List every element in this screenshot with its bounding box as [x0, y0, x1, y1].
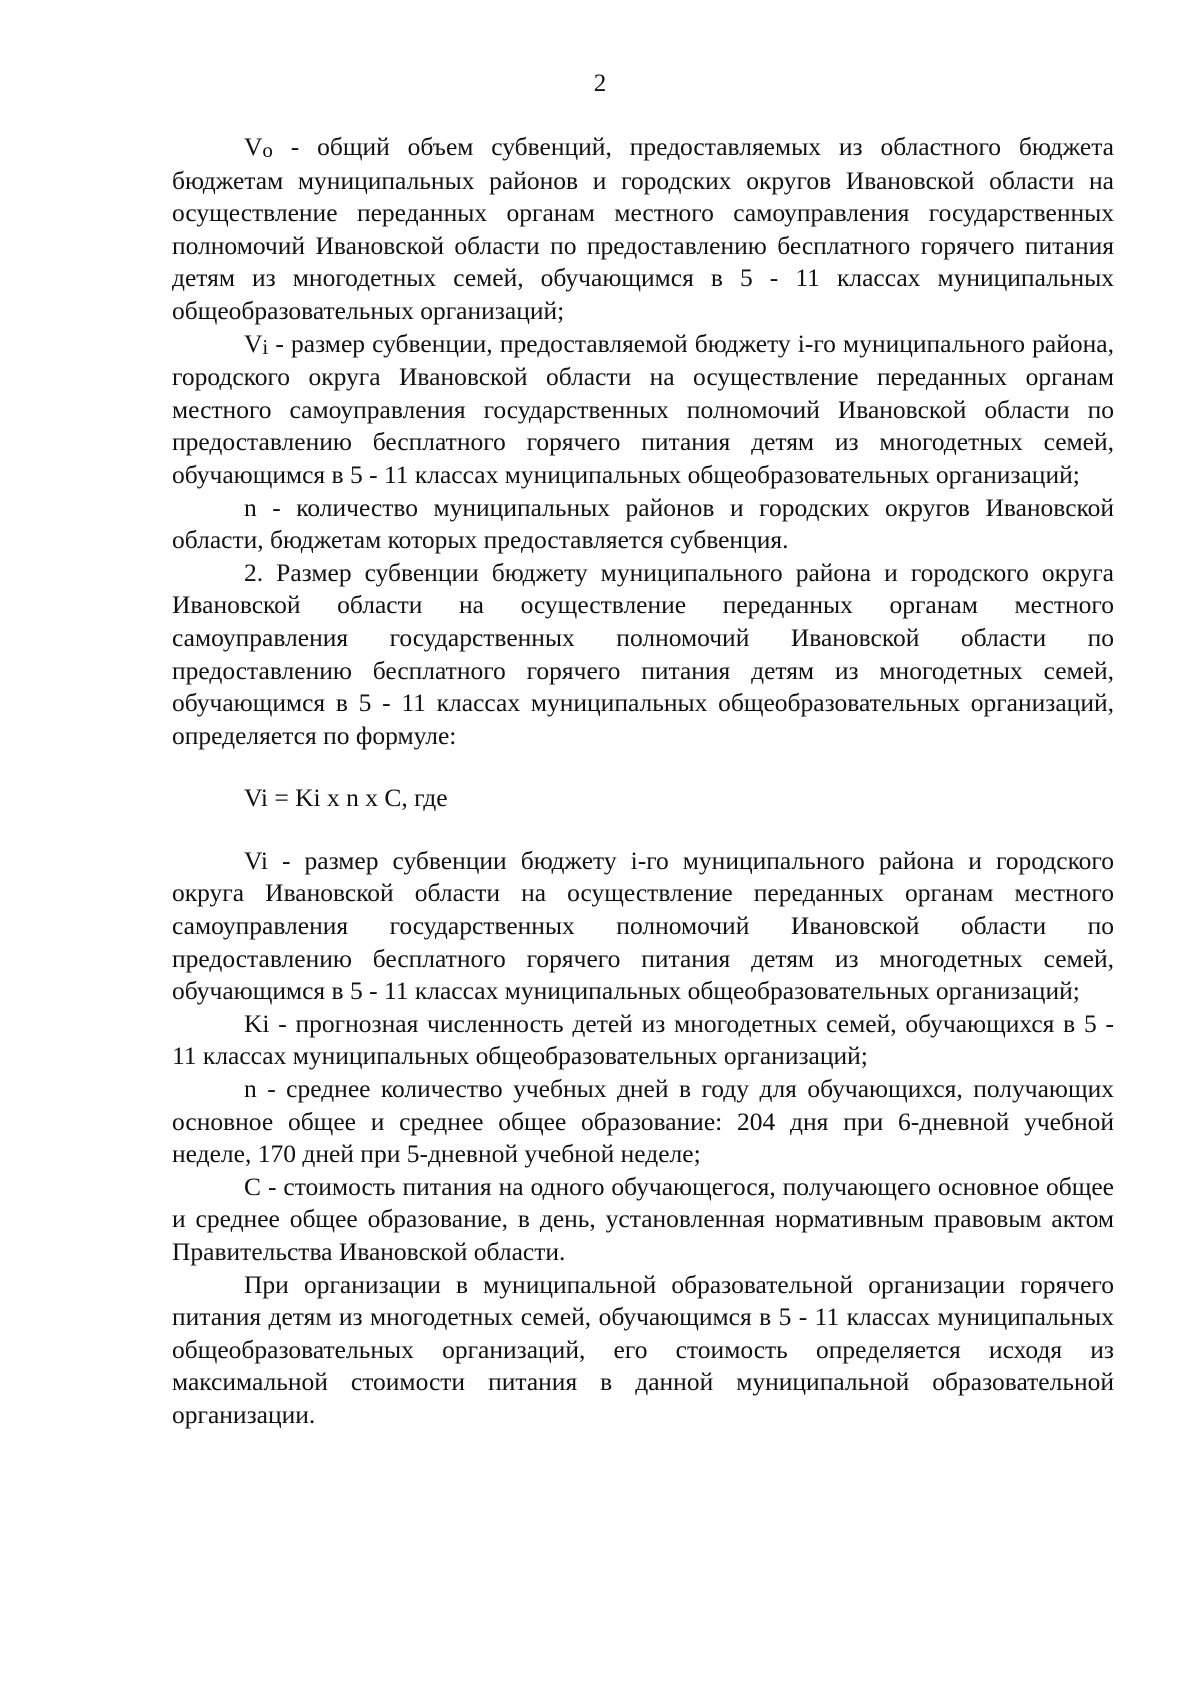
paragraph-vi-definition — [172, 328, 1114, 492]
paragraph-text: - размер субвенции, предоставляемой бюджету i-го муниципального района, городского округа Ивановской области на осуществление переданных органам местного самоуправления государственных полномочий Ивановской области по предоставлению бесплатного горячего питания детям из многодетных семей, обучающимся в 5 - 11 классах муниципальных общеобразовательных организаций; — [172, 328, 1114, 489]
paragraph-section-2: 2. Размер субвенции бюджету муниципального района и городского округа Ивановской области на осуществление переданных органам местного самоуправления государственных полномочий Ивановской области по предоставлению бесплатного горячего питания детям из многодетных семей, обучающимся в 5 - 11 классах муниципальных общеобразовательных организаций, определяется по формуле: — [172, 557, 1114, 750]
paragraph-n-definition: n - количество муниципальных районов и городских округов Ивановской области, бюджетам которых предоставляется субвенция. — [172, 492, 1114, 555]
paragraph-vi-formula-definition: Vi - размер субвенции бюджету i-го муниципального района и городского округа Ивановской области на осуществление переданных органам местного самоуправления государственных полномочий Ивановской области по предоставлению бесплатного горячего питания детям из многодетных семей, обучающимся в 5 - 11 классах муниципальных общеобразовательных организаций; — [172, 845, 1114, 1006]
paragraph-n-days-definition: n - среднее количество учебных дней в году для обучающихся, получающих основное общее и среднее общее образование: 204 дня при 6-дневной учебной неделе, 170 дней при 5-дневной учебной неделе; — [172, 1074, 1114, 1169]
page-number: 2 — [593, 70, 607, 97]
paragraph-c-definition: C - стоимость питания на одного обучающегося, получающего основное общее и среднее общее образование, в день, установленная нормативным правовым актом Правительства Ивановской области. — [172, 1171, 1114, 1266]
paragraph-text: - общий объем субвенций, предоставляемых из областного бюджета бюджетам муниципальных районов и городских округов Ивановской области на осуществление переданных органам местного самоуправления государственных полномочий Ивановской области по предоставлению бесплатного горячего питания детям из многодетных семей, обучающимся в 5 - 11 классах муниципальных общеобразовательных организаций; — [172, 132, 1114, 325]
symbol-subscript: i — [262, 334, 269, 359]
symbol-subscript: o — [262, 138, 273, 162]
paragraph-ki-definition: Ki - прогнозная численность детей из многодетных семей, обучающихся в 5 - 11 классах муниципальных общеобразовательных организаций; — [172, 1008, 1114, 1071]
paragraph-vo-definition — [172, 131, 1114, 328]
symbol-vo — [244, 132, 273, 161]
symbol-main: V — [244, 132, 263, 161]
paragraph-cost-rule: При организации в муниципальной образовательной организации горячего питания детям из многодетных семей, обучающимся в 5 - 11 классах муниципальных общеобразовательных организаций, его стоимость определяется исходя из максимальной стоимости питания в данной муниципальной образовательной организации. — [172, 1269, 1114, 1429]
document-body — [172, 131, 1114, 1432]
symbol-vi — [244, 329, 268, 358]
formula: Vi = Ki x n x C, где — [244, 783, 448, 813]
symbol-main: V — [244, 328, 263, 358]
